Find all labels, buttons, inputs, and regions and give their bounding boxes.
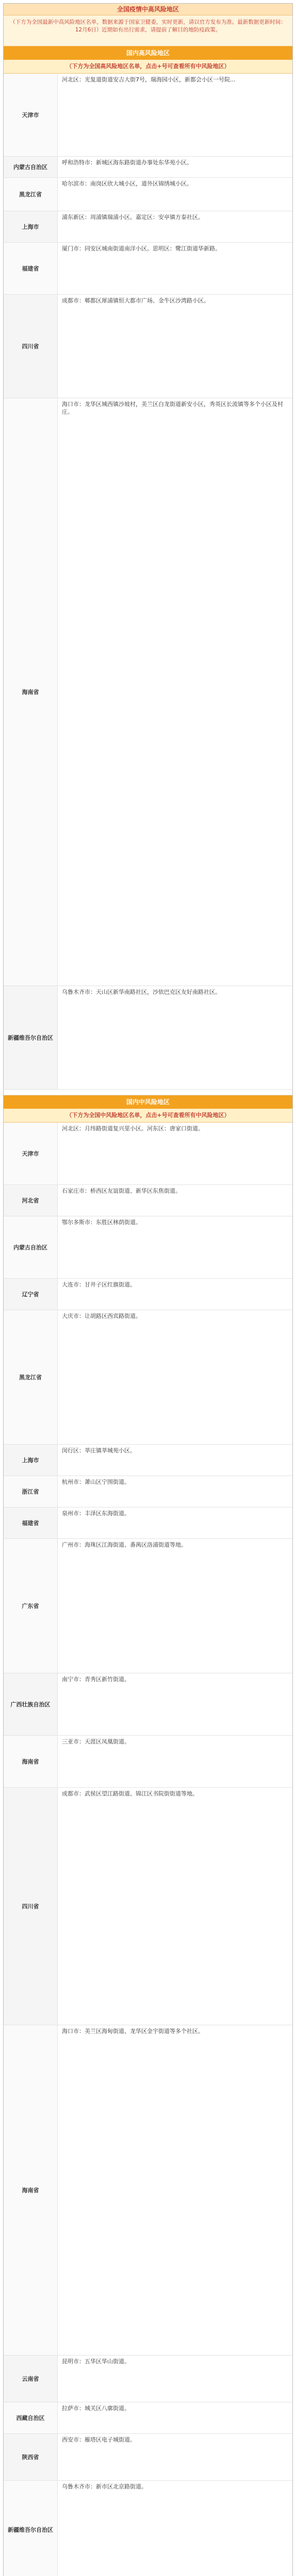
region-areas: 河北区：光复道街道安吉大街7号，瑞海园小区，新都会小区一号院... [62,76,236,83]
region-areas: 河北区：月纬路街道复兴里小区。河东区：唐家口街道。 [62,1125,204,1132]
region-name: 四川省 [4,1788,58,2025]
mid-risk-row [4,2355,292,2402]
high-risk-subtitle: （下方为全国高风险地区名单，点击+号可查看所有中风险地区） [4,60,292,74]
region-areas: 石家庄市：桥西区友谊街道、新华区东焦街道。 [62,1188,181,1194]
region-name: 黑龙江省 [4,1310,58,1444]
region-name: 陕西省 [4,2434,58,2480]
region-name: 上海市 [4,1445,58,1476]
mid-risk-row [4,2402,292,2434]
region-name: 天津市 [4,1123,58,1184]
region-name: 云南省 [4,2355,58,2402]
region-areas-text: 海口市：龙华区城西镇沙坡村，美兰区白龙街道新安小区，秀英区长流镇等多个小区及村庄。 [62,401,283,415]
page-title: 全国疫情中高风险地区 [4,4,292,15]
mid-risk-row [4,1507,292,1539]
high-risk-row [4,74,292,157]
mid-risk-row [4,1216,292,1279]
region-areas: 三亚市：天涯区凤凰街道。 [62,1738,130,1745]
high-risk-row [4,211,292,243]
high-risk-section-title: 国内高风险地区 [4,46,292,60]
mid-risk-subtitle: （下方为全国中风险地区名单，点击+号可查看所有中风险地区） [4,1109,292,1123]
region-name: 四川省 [4,295,58,398]
mid-risk-row [4,1539,292,1673]
mid-risk-row [4,2434,292,2481]
region-areas: 鄂尔多斯市：东胜区林荫街道。 [62,1219,141,1226]
region-areas: 闵行区：莘庄镇莘城苑小区。 [62,1447,136,1454]
mid-risk-row [4,1279,292,1310]
high-risk-row [4,398,292,986]
mid-risk-row [4,1445,292,1476]
region-areas: 成都市：武侯区望江路街道、锦江区书院街街道等地。 [62,1790,198,1797]
region-areas: 昆明市：五华区华山街道。 [62,2358,130,2365]
region-areas: 泉州市：丰泽区东海街道。 [62,1510,130,1517]
section-gap [4,1090,292,1095]
region-areas: 大连市：甘井子区红旗街道。 [62,1281,136,1288]
mid-risk-row [4,2025,292,2355]
high-risk-row [4,295,292,398]
region-areas: 哈尔滨市：南岗区欣大城小区，道外区锦绣城小区。 [62,180,192,187]
region-areas: 西安市：雁塔区电子城街道。 [62,2436,136,2443]
mid-risk-row [4,1673,292,1736]
region-name: 新疆维吾尔自治区 [4,2481,58,2576]
region-name: 新疆维吾尔自治区 [4,986,58,1089]
region-areas: 呼和浩特市：新城区海东路街道办事处东华苑小区。 [62,159,192,166]
region-name: 辽宁省 [4,1279,58,1310]
high-risk-row [4,243,292,295]
region-name: 福建省 [4,1507,58,1538]
mid-risk-row [4,1123,292,1185]
region-name: 黑龙江省 [4,178,58,211]
region-areas: 广州市：海珠区江海街道、番禺区洛浦街道等地。 [62,1541,187,1548]
region-name: 内蒙古自治区 [4,157,58,177]
mid-risk-row [4,1476,292,1507]
region-name: 广东省 [4,1539,58,1673]
mid-risk-row [4,1736,292,1788]
region-name: 内蒙古自治区 [4,1216,58,1278]
region-areas: 乌鲁木齐市：新市区北京路街道。 [62,2483,147,2490]
region-name: 海南省 [4,2025,58,2355]
region-areas: 拉萨市：城关区八廓街道。 [62,2405,130,2412]
region-areas: 杭州市：萧山区宁围街道。 [62,1479,130,1485]
region-areas: 大庆市：让胡路区西宾路街道。 [62,1313,141,1319]
region-name: 广西壮族自治区 [4,1673,58,1735]
region-name: 河北省 [4,1185,58,1216]
region-areas: 厦门市：同安区城南街道南洋小区。思明区：鹭江街道华新路。 [62,245,221,252]
region-name: 上海市 [4,211,58,242]
high-risk-row [4,157,292,178]
mid-risk-row [4,1185,292,1216]
region-name: 天津市 [4,74,58,156]
region-areas: 成都市：郫都区犀浦镇恒大都市广场、金牛区沙湾路小区。 [62,297,209,304]
high-risk-row [4,178,292,211]
region-name: 海南省 [4,1736,58,1787]
risk-area-page [3,3,293,2576]
region-name: 福建省 [4,243,58,294]
notice-text: （下方为全国最新中高风险地区名单，数据来源于国家卫健委，实时更新，请以官方发布为准。最新数据更新时间：12月6日）近期如有出行需求，请提前了解目的地防疫政策。 [4,15,292,46]
mid-risk-row [4,2481,292,2576]
mid-risk-row [4,1788,292,2025]
region-areas: 浦东新区：周浦镇瑞浦小区。嘉定区：安亭镇方泰社区。 [62,214,204,221]
region-areas: 乌鲁木齐市：天山区新华南路社区，沙依巴克区友好南路社区。 [62,989,221,995]
region-name: 浙江省 [4,1476,58,1507]
high-risk-row [4,986,292,1090]
region-areas: 海口市：美兰区海甸街道、龙华区金宇街道等多个社区。 [62,2028,204,2035]
mid-risk-section-title: 国内中风险地区 [4,1095,292,1109]
region-areas: 南宁市：青秀区新竹街道。 [62,1676,130,1683]
region-name: 西藏自治区 [4,2402,58,2433]
mid-risk-row [4,1310,292,1445]
region-areas [58,398,292,986]
region-name: 海南省 [4,398,58,986]
